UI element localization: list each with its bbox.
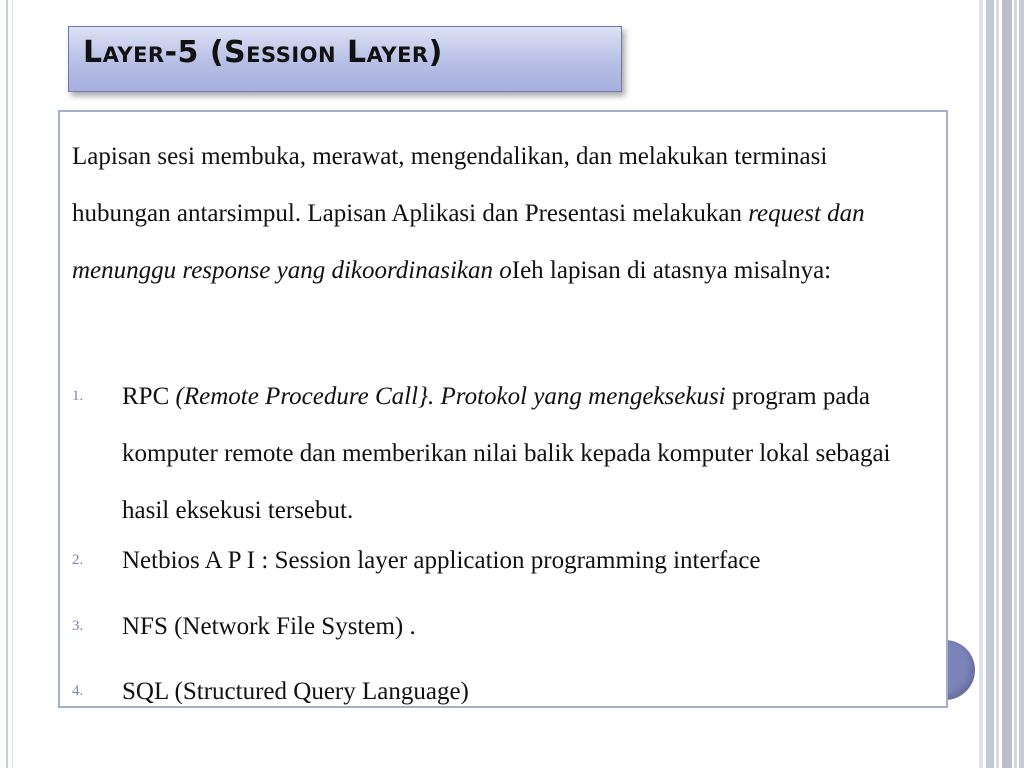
list-italic: (Remote Procedure Call}. Protokol yang mengeksekusi	[175, 383, 726, 410]
left-border-line	[6, 0, 8, 768]
list-text: SQL (Structured Query Language)	[122, 678, 469, 705]
right-decor-stripe	[986, 0, 994, 768]
slide-content-box	[58, 110, 948, 708]
list-number: 1.	[72, 388, 84, 404]
right-decor-stripe	[1002, 0, 1012, 768]
list-rest: program pada komputer remote dan memberikan nilai balik kepada komputer lokal sebagai hasil eksekusi tersebut.	[122, 383, 891, 524]
intro-text-italic: request dan menunggu response yang dikoordinasikan o	[72, 200, 865, 284]
right-decor-stripe	[1014, 0, 1017, 768]
list-number: 4.	[72, 683, 84, 699]
intro-paragraph	[72, 128, 932, 299]
intro-text-part1: Lapisan sesi membuka, merawat, mengendalikan, dan melakukan terminasi hubungan antarsimpul. Lapisan Aplikasi dan Presentasi melakukan	[72, 143, 828, 227]
left-border-line-inner	[12, 0, 13, 768]
list-lead: RPC	[122, 383, 176, 410]
list-number: 2.	[72, 552, 84, 568]
list-text: Netbios A P I : Session layer application programming interface	[122, 547, 761, 574]
right-decor-stripe	[979, 0, 983, 768]
slide-title-box	[68, 26, 622, 92]
slide-title: Layer-5 (Session Layer)	[83, 35, 443, 70]
list-number: 3.	[72, 618, 84, 634]
right-decor-stripe	[996, 0, 999, 768]
list-text	[122, 368, 934, 539]
right-decor-stripe	[1019, 0, 1024, 768]
list-text: NFS (Network File System) .	[122, 613, 416, 640]
intro-text-part2: Ieh lapisan di atasnya misalnya:	[511, 257, 832, 284]
